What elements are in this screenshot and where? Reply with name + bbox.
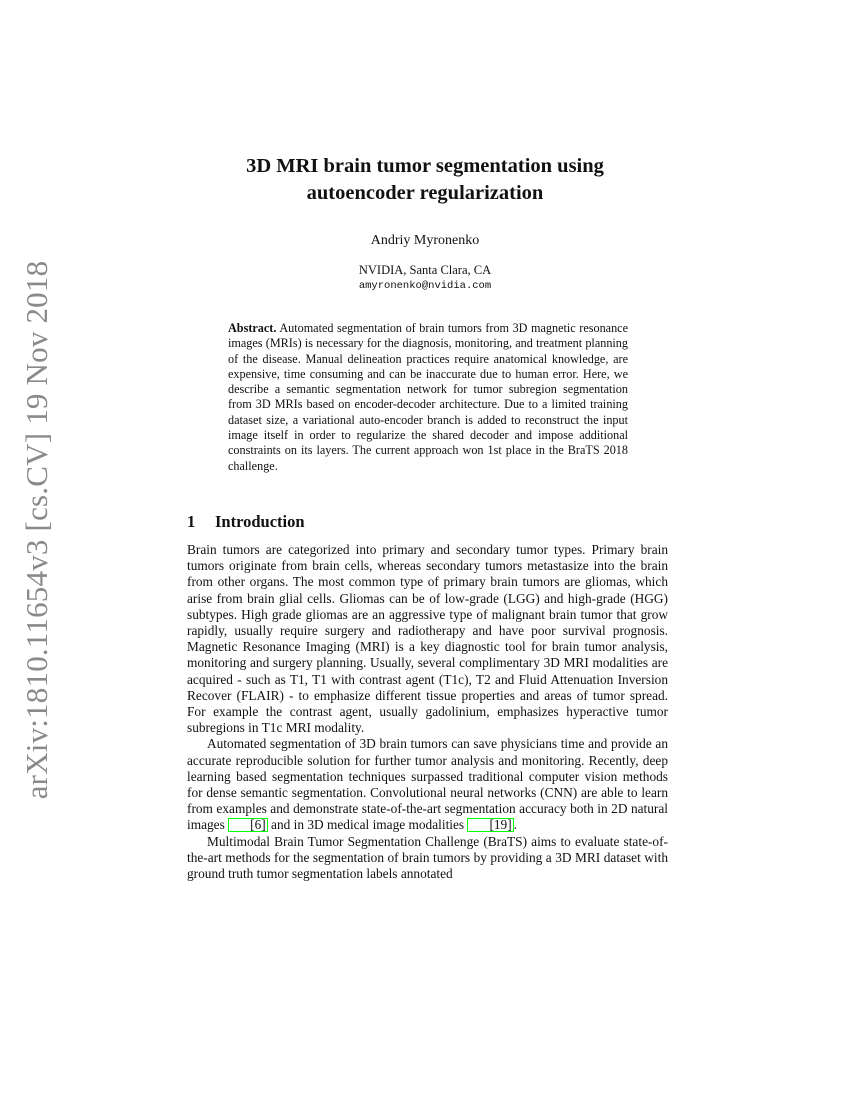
section-heading-introduction [187,512,305,532]
author-email[interactable]: amyronenko@nvidia.com [358,280,492,292]
author-name: Andriy Myronenko [370,233,480,248]
paragraph-2-text-a: Automated segmentation of 3D brain tumors can save physicians time and provide an accurate reproducible solution for further tumor analysis and monitoring. Recently, deep learning based segmentation techniques surpassed traditional computer vision methods for dense semantic segmentation. Convolutional neural networks (CNN) are able to learn from examples and demonstrate state-of-the-art segmentation accuracy both in 2D natural images [187,736,668,833]
arxiv-identifier-stamp: arXiv:1810.11654v3 [cs.CV] 19 Nov 2018 [19,260,54,800]
paragraph-2-text-c: . [513,817,518,833]
citation-link-6[interactable]: [6] [228,818,268,832]
paragraph-3: Multimodal Brain Tumor Segmentation Challenge (BraTS) aims to evaluate state-of-the-art methods for the segmentation of brain tumors by providing a 3D MRI dataset with ground truth tumor segmentation labels annotated [187,833,668,882]
paragraph-1: Brain tumors are categorized into primary and secondary tumor types. Primary brain tumors originate from brain cells, whereas secondary tumors metastasize into the brain from other organs. The most common type of primary brain tumors are gliomas, which arise from brain glial cells. Gliomas can be of low-grade (LGG) and high-grade (HGG) subtypes. High grade gliomas are an aggressive type of malignant brain tumor that grow rapidly, usually require surgery and radiotherapy and have poor survival prognosis. Magnetic Resonance Imaging (MRI) is a key diagnostic tool for brain tumor analysis, monitoring and surgery planning. Usually, several complimentary 3D MRI modalities are acquired - such as T1, T1 with contrast agent (T1c), T2 and Fluid Attenuation Inversion Recover (FLAIR) - to emphasize different tissue properties and areas of tumor spread. For example the contrast agent, usually gadolinium, emphasizes hyperactive tumor subregions in T1c MRI modality. [187,542,668,736]
citation-link-19[interactable]: [19] [467,818,513,832]
paper-title-line-2: autoencoder regularization [306,182,544,204]
section-title: Introduction [215,512,305,531]
paper-title-line-1: 3D MRI brain tumor segmentation using [246,155,604,177]
abstract-label: Abstract. [228,321,277,335]
paragraph-2-text-b: and in 3D medical image modalities [267,817,468,833]
author-affiliation: NVIDIA, Santa Clara, CA [358,263,492,277]
abstract [228,321,628,474]
section-number: 1 [187,512,196,531]
paper-title [0,153,850,207]
paragraph-2 [187,736,668,833]
abstract-text: Automated segmentation of brain tumors from 3D magnetic resonance images (MRIs) is necessary for the diagnosis, monitoring, and treatment planning of the disease. Manual delineation practices require anatomical knowledge, are expensive, time consuming and can be inaccurate due to human error. Here, we describe a semantic segmentation network for tumor subregion segmentation from 3D MRIs based on encoder-decoder architecture. Due to a limited training dataset size, a variational auto-encoder branch is added to reconstruct the input image itself in order to regularize the shared decoder and impose additional constraints on its layers. The current approach won 1st place in the BraTS 2018 challenge. [228,321,629,473]
introduction-body [187,542,668,882]
